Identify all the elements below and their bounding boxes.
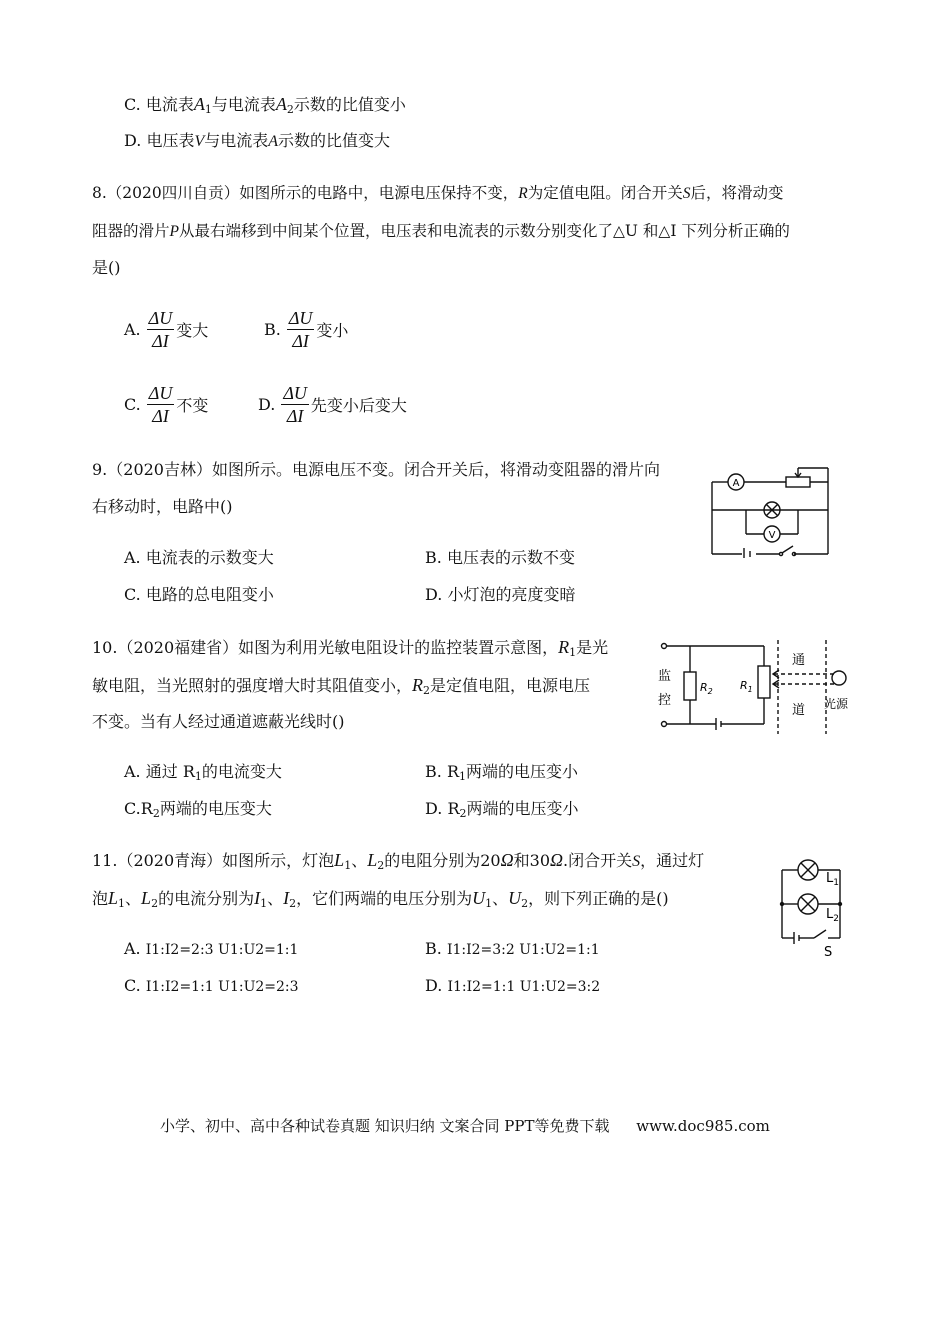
option-text: 不变 bbox=[176, 396, 209, 415]
question-text: ，则下列正确的是() bbox=[528, 889, 669, 908]
option-text: I1:I2=3:2 U1:U2=1:1 bbox=[446, 942, 600, 958]
question-text: 右移动时，电路中() bbox=[92, 497, 233, 516]
numerator: ΔU bbox=[148, 383, 173, 403]
option-label: C. bbox=[124, 976, 141, 995]
option-text: 电路的总电阻变小 bbox=[145, 585, 274, 604]
fraction bbox=[281, 382, 309, 427]
option-label: D. bbox=[425, 799, 443, 818]
l1-label: $L_1$ bbox=[826, 871, 839, 888]
q8-option-c bbox=[124, 382, 208, 427]
light-source-label: 光源 bbox=[824, 697, 849, 711]
option-text: 两端的电压变小 bbox=[466, 799, 579, 818]
option-label: A. bbox=[124, 548, 141, 567]
q7-option-d bbox=[124, 129, 390, 154]
monitor-label: 控 bbox=[658, 693, 672, 708]
fraction bbox=[287, 307, 315, 352]
unit-ohm: Ω bbox=[550, 850, 564, 870]
question-text: ，通过灯 bbox=[640, 851, 705, 870]
option-text: R bbox=[446, 762, 459, 781]
question-text: 是光 bbox=[576, 638, 609, 657]
question-text: 是定值电阻，电源电压 bbox=[430, 676, 591, 695]
var-l: L bbox=[141, 888, 152, 908]
option-label: C. bbox=[124, 95, 141, 114]
question-text: 的电流分别为 bbox=[158, 889, 255, 908]
option-text: 通过 R bbox=[145, 762, 195, 781]
channel-label: 通 bbox=[792, 653, 806, 668]
denominator: ΔI bbox=[286, 406, 304, 426]
option-text: 与电流表 bbox=[211, 95, 276, 114]
ammeter-symbol: A bbox=[732, 478, 740, 489]
q10-option-d bbox=[425, 797, 579, 826]
var-u: U bbox=[508, 888, 522, 908]
option-label: A. bbox=[124, 320, 141, 339]
q9-option-a bbox=[124, 546, 274, 570]
unit-ohm: Ω bbox=[500, 850, 514, 870]
subscript: 2 bbox=[423, 684, 431, 697]
var-r: R bbox=[412, 675, 424, 695]
option-label: C. bbox=[124, 395, 141, 414]
option-text: 示数的比值变小 bbox=[293, 95, 406, 114]
q9-circuit-diagram bbox=[706, 462, 836, 558]
var-s: S bbox=[682, 185, 691, 202]
q8-line-1 bbox=[92, 181, 784, 206]
subscript: 1 bbox=[569, 646, 577, 659]
option-text: 两端的电压变大 bbox=[159, 799, 272, 818]
monitor-label: 监 bbox=[658, 669, 672, 684]
var-i: I bbox=[283, 888, 290, 908]
question-text: 11.（2020青海）如图所示，灯泡 bbox=[92, 851, 335, 870]
denominator: ΔI bbox=[152, 406, 169, 426]
q11-option-c bbox=[124, 974, 299, 999]
option-label: B. bbox=[425, 548, 442, 567]
option-text: I1:I2=1:1 U1:U2=2:3 bbox=[145, 979, 299, 995]
option-text: 的电流变大 bbox=[201, 762, 282, 781]
subscript: 1 bbox=[458, 770, 466, 783]
q10-option-b bbox=[425, 760, 578, 789]
option-label: B. bbox=[425, 939, 442, 958]
separator: 、 bbox=[351, 851, 368, 870]
voltmeter-symbol: V bbox=[768, 530, 776, 541]
option-label: D. bbox=[425, 585, 443, 604]
q8-option-b bbox=[264, 307, 348, 352]
option-label: C. bbox=[124, 585, 141, 604]
option-text: 电流表的示数变大 bbox=[145, 548, 274, 567]
numerator: ΔU bbox=[283, 383, 307, 403]
option-text: 小灯泡的亮度变暗 bbox=[447, 585, 576, 604]
option-text: 变大 bbox=[176, 321, 209, 340]
option-label: B. bbox=[264, 320, 281, 339]
option-text: R bbox=[447, 799, 460, 818]
separator: 、 bbox=[267, 889, 284, 908]
separator: 、 bbox=[492, 889, 509, 908]
option-text: 电压表的示数不变 bbox=[446, 548, 575, 567]
question-text: 9.（2020吉林）如图所示。电源电压不变。闭合开关后，将滑动变阻器的滑片向 bbox=[92, 460, 660, 479]
question-text: 10.（2020福建省）如图为利用光敏电阻设计的监控装置示意图， bbox=[92, 638, 559, 657]
q9-option-b bbox=[425, 546, 575, 570]
subscript: 2 bbox=[459, 807, 467, 820]
channel-label: 道 bbox=[792, 703, 806, 718]
q11-option-d bbox=[425, 974, 600, 999]
question-text: 阻器的滑片 bbox=[92, 222, 170, 240]
question-text: 后，将滑动变 bbox=[690, 184, 784, 202]
var-a: A bbox=[268, 133, 279, 150]
q10-line-1 bbox=[92, 635, 608, 665]
q10-circuit-diagram bbox=[654, 638, 860, 738]
q11-line-1: 11.（2020青海）如图所示，灯泡$L_1$、$L_2$的电阻分别为20Ω和30Ω.闭合开关S，通过灯 bbox=[92, 850, 705, 872]
fraction bbox=[147, 307, 175, 352]
q9-option-d bbox=[425, 583, 575, 607]
question-text: 是() bbox=[92, 258, 121, 277]
question-text: 和 bbox=[513, 851, 530, 870]
value: 20 bbox=[480, 851, 501, 870]
option-label: C. bbox=[124, 799, 141, 818]
r2-label: $R_2$ bbox=[700, 681, 713, 696]
option-label: D. bbox=[425, 976, 443, 995]
option-label: D. bbox=[258, 395, 276, 414]
option-text: I1:I2=2:3 U1:U2=1:1 bbox=[145, 942, 299, 958]
question-text: ，它们两端的电压分别为 bbox=[296, 889, 473, 908]
question-text: .闭合开关 bbox=[563, 851, 633, 870]
r1-label: $R_1$ bbox=[740, 679, 753, 694]
question-text: 8.（2020四川自贡）如图所示的电路中，电源电压保持不变， bbox=[92, 184, 519, 202]
denominator: ΔI bbox=[152, 331, 169, 351]
q11-option-b bbox=[425, 937, 600, 962]
var-p: P bbox=[169, 223, 179, 240]
option-text: 示数的比值变大 bbox=[278, 131, 391, 150]
option-label: D. bbox=[124, 131, 142, 150]
q8-option-a bbox=[124, 307, 208, 352]
l2-label: $L_2$ bbox=[826, 907, 839, 924]
q7-option-c bbox=[124, 92, 406, 122]
option-text: 电压表 bbox=[146, 131, 195, 150]
q10-option-c bbox=[124, 797, 272, 826]
option-text: I1:I2=1:1 U1:U2=3:2 bbox=[447, 979, 601, 995]
q11-line-2: 泡$L_1$、$L_2$的电流分别为$I_1$、$I_2$，它们两端的电压分别为$U_1$、$U_2$，则下列正确的是() bbox=[92, 888, 669, 910]
footer-text: 小学、初中、高中各种试卷真题 知识归纳 文案合同 PPT等免费下载 bbox=[160, 1117, 610, 1135]
option-text: 与电流表 bbox=[204, 131, 269, 150]
q9-line-1 bbox=[92, 458, 660, 482]
subscript: 1 bbox=[194, 770, 202, 783]
question-text: 为定值电阻。闭合开关 bbox=[527, 184, 683, 202]
value: 30 bbox=[529, 851, 550, 870]
var-l: L bbox=[108, 888, 119, 908]
q8-line-3 bbox=[92, 256, 121, 280]
var-i: I bbox=[254, 888, 261, 908]
var-a: A bbox=[275, 94, 287, 114]
subscript: 2 bbox=[152, 807, 160, 820]
var-a: A bbox=[193, 94, 205, 114]
denominator: ΔI bbox=[292, 331, 309, 351]
q11-circuit-diagram bbox=[776, 854, 848, 960]
question-text: 泡 bbox=[92, 889, 109, 908]
footer bbox=[160, 1115, 770, 1136]
var-r: R bbox=[558, 637, 570, 657]
option-text: 电流表 bbox=[145, 95, 194, 114]
var-v: V bbox=[194, 133, 205, 150]
option-label: B. bbox=[425, 762, 442, 781]
question-text: 不变。当有人经过通道遮蔽光线时() bbox=[92, 712, 345, 731]
question-text: 的电阻分别为 bbox=[384, 851, 481, 870]
var-l: L bbox=[367, 850, 378, 870]
numerator: ΔU bbox=[288, 308, 313, 328]
q9-line-2 bbox=[92, 495, 233, 519]
switch-label: S bbox=[824, 945, 833, 960]
var-u: U bbox=[472, 888, 486, 908]
subscript: 1 bbox=[204, 103, 212, 116]
numerator: ΔU bbox=[148, 308, 173, 328]
subscript: 2 bbox=[286, 103, 294, 116]
fraction bbox=[147, 382, 175, 427]
q9-option-c bbox=[124, 583, 274, 607]
footer-link[interactable]: www.doc985.com bbox=[636, 1117, 770, 1135]
q8-line-2 bbox=[92, 219, 790, 244]
option-text: 两端的电压变小 bbox=[465, 762, 578, 781]
option-text: R bbox=[140, 799, 153, 818]
q8-option-d bbox=[258, 382, 407, 427]
q10-option-a bbox=[124, 760, 282, 789]
var-l: L bbox=[334, 850, 345, 870]
q11-option-a bbox=[124, 937, 298, 962]
q10-line-2 bbox=[92, 673, 590, 703]
var-s: S bbox=[632, 853, 641, 870]
question-text: 从最右端移到中间某个位置，电压表和电流表的示数分别变化了△U 和△I 下列分析正确的 bbox=[178, 222, 790, 240]
option-text: 先变小后变大 bbox=[310, 396, 407, 415]
var-r: R bbox=[518, 185, 528, 202]
option-label: A. bbox=[124, 762, 141, 781]
option-text: 变小 bbox=[316, 321, 349, 340]
separator: 、 bbox=[125, 889, 142, 908]
q10-line-3 bbox=[92, 710, 345, 734]
option-label: A. bbox=[124, 939, 141, 958]
question-text: 敏电阻，当光照射的强度增大时其阻值变小， bbox=[92, 676, 413, 695]
